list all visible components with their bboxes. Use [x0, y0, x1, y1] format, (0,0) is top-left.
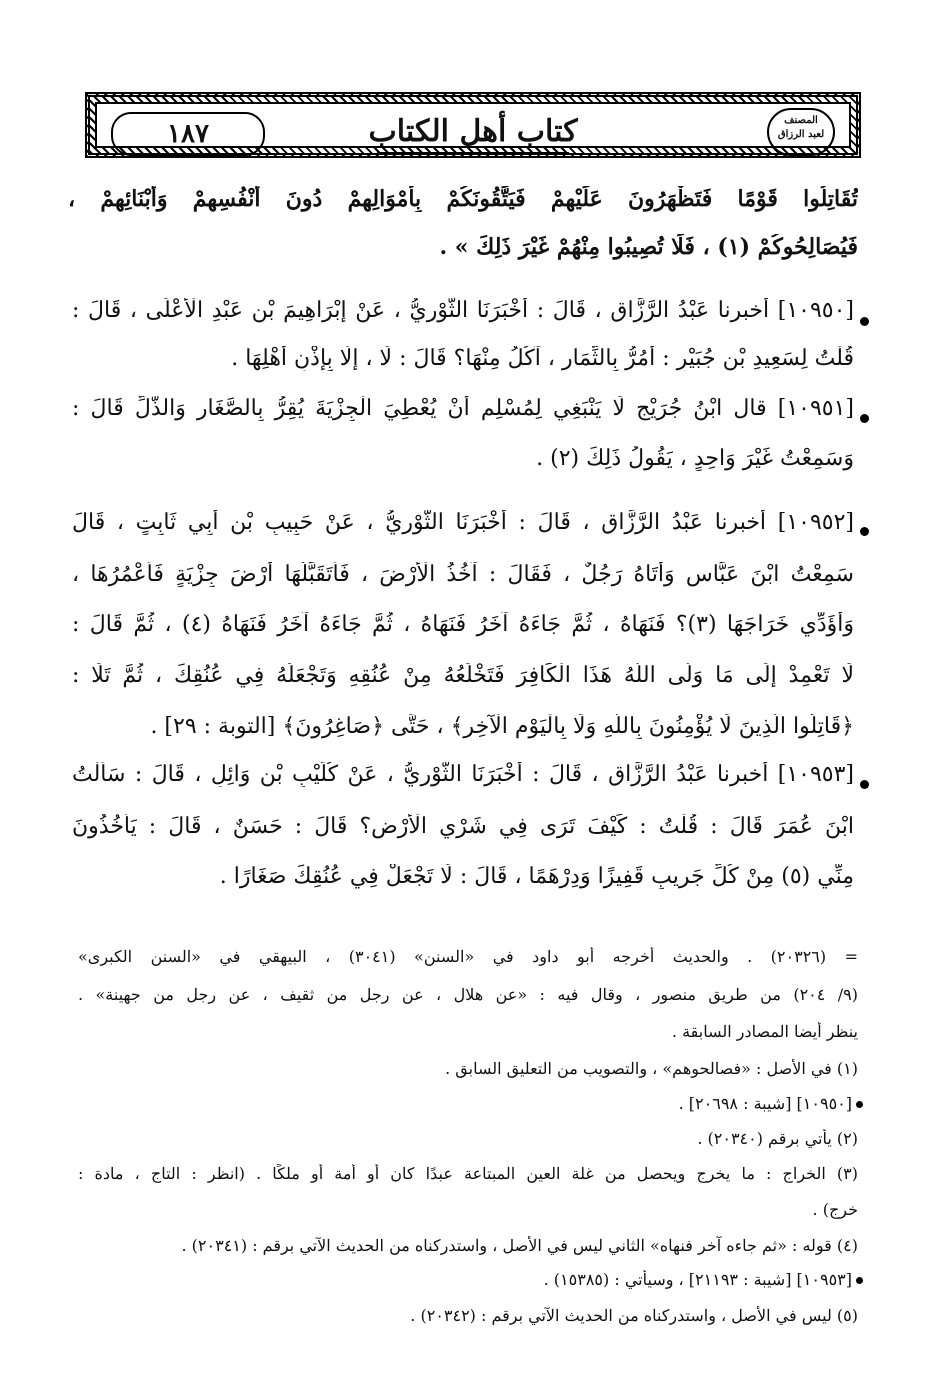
bullet-marker [860, 780, 869, 789]
footnote-continued-line-3: ينظر أيضا المصادر السابقة . [671, 1022, 858, 1041]
hadith-10950-line-1: [١٠٩٥٠] أخبرنا عَبْدُ الرَّزَّاقِ ، قَالَ : أَخْبَرَنَا الثَّوْرِيُّ ، عَنْ إِبْرَاهِيمَ بْنِ عَبْدِ الْأَعْلَى ، قَالَ : [72, 298, 854, 323]
page-header [85, 92, 861, 158]
intro-line-1: تُقَاتِلُوا قَوْمًا فَتَظْهَرُونَ عَلَيْهِمْ فَيَتَّقُونَكُمْ بِأَمْوَالِهِمْ دُونَ أَنْفُسِهِمْ وَأَبْنَائِهِمْ ، [68, 186, 858, 212]
footnote-5: (٥) ليس في الأصل ، واستدركناه من الحديث الآتي برقم : (٢٠٣٤٢) . [410, 1306, 858, 1325]
logo-line-1: المصنف [784, 115, 818, 126]
hadith-10952-line-3: وَأُؤَدِّي خَرَاجَهَا (٣)؟ فَنَهَاهُ ، ثُمَّ جَاءَهُ آخَرُ فَنَهَاهُ ، ثُمَّ جَاءَهُ آخَرُ فَنَهَاهُ (٤) ، ثُمَّ قَالَ : [72, 612, 854, 637]
hadith-10950-line-2: قُلْتُ لِسَعِيدِ بْنِ جُبَيْرٍ : أَمُرُّ بِالثِّمَارِ ، آكُلُ مِنْهَا؟ قَالَ : لَا ، إِلَّا بِإِذْنِ أَهْلِهَا . [231, 346, 854, 371]
page-number: ١٨٧ [111, 112, 265, 156]
hadith-10953-line-3: مِنِّي (٥) مِنْ كُلِّ جَرِيبٍ قَفِيزًا وَدِرْهَمًا ، قَالَ : لَا تَجْعَلْ فِي عُنُقِكَ صَغَارًا . [219, 864, 854, 889]
logo-line-2: لعبد الرزاق [777, 129, 825, 140]
hadith-10952-line-4: لَا تَعْمِدْ إِلَى مَا وَلَّى اللَّهُ هَذَا الْكَافِرَ فَتَخْلَعُهُ مِنْ عُنُقِهِ وَتَجْعَلُهُ فِي عُنُقِكَ ، ثُمَّ تَلَا : [72, 663, 854, 688]
footnote-separator [75, 922, 855, 923]
footnote-1: (١) في الأصل : «فصالحوهم» ، والتصويب من التعليق السابق . [445, 1059, 858, 1078]
hadith-10952-line-2: سَمِعْتُ ابْنَ عَبَّاسٍ وَأَتَاهُ رَجُلٌ ، فَقَالَ : آخُذُ الْأَرْضَ ، فَأَتَقَبَّلُهَا أَرْضَ جِزْيَةٍ فَأَعْمُرُهَا ، [72, 562, 854, 587]
bullet-marker [860, 527, 869, 536]
intro-line-2: فَيُصَالِحُوكُمْ (١) ، فَلَا تُصِيبُوا مِنْهُمْ غَيْرَ ذَلِكَ » . [439, 234, 858, 260]
title-underline [377, 152, 569, 154]
footnote-3-line-1: (٣) الخراج : ما يخرج ويحصل من غلة العين المبتاعة عبدًا كان أو أمة أو ملكًا . (انظر : التاج ، مادة : [78, 1164, 858, 1183]
hadith-10952-line-1: [١٠٩٥٢] أخبرنا عَبْدُ الرَّزَّاقِ ، قَالَ : أَخْبَرَنَا الثَّوْرِيُّ ، عَنْ حَبِيبِ بْنِ أَبِي ثَابِتٍ ، قَالَ [72, 510, 854, 535]
bullet-marker [856, 1101, 863, 1108]
footnote-4: (٤) قوله : «ثم جاءه آخر فنهاه» الثاني ليس في الأصل ، واستدركناه من الحديث الآتي برقم : (٢٠٣٤١) . [181, 1236, 858, 1255]
reference-10953: [١٠٩٥٣] [شيبة : ٢١١٩٣] ، وسيأتي : (١٥٣٨٥) . [543, 1270, 852, 1289]
footnote-2: (٢) يأتي برقم (٢٠٣٤٠) . [697, 1129, 858, 1148]
hadith-10951-line-1: [١٠٩٥١] قال ابْنُ جُرَيْجٍ لَا يَنْبَغِي لِمُسْلِمٍ أَنْ يُعْطِيَ الْجِزْيَةَ يُقِرُّ بِالصَّغَارِ وَالذُّلِّ قَالَ : [72, 396, 854, 421]
bullet-marker [856, 1277, 863, 1284]
chapter-title: كتاب أهل الكتاب [368, 114, 578, 149]
hadith-10953-line-1: [١٠٩٥٣] أخبرنا عَبْدُ الرَّزَّاقِ ، قَالَ : أَخْبَرَنَا الثَّوْرِيُّ ، عَنْ كُلَيْبِ بْنِ وَائِلٍ ، قَالَ : سَأَلْتُ [72, 762, 854, 787]
reference-10950: [١٠٩٥٠] [شيبة : ٢٠٦٩٨] . [678, 1094, 852, 1113]
bullet-marker [860, 317, 869, 326]
bullet-marker [860, 414, 869, 423]
footnote-3-line-2: خرج) . [812, 1200, 858, 1219]
hadith-10953-line-2: ابْنَ عُمَرَ قَالَ : قُلْتُ : كَيْفَ تَرَى فِي شَرْيِ الْأَرْضِ؟ قَالَ : حَسَنٌ ، قَالَ : يَأْخُذُونَ [72, 814, 854, 839]
header-frame [95, 102, 851, 148]
footnote-continued-line-1: = (٢٠٣٢٦) . والحديث أخرجه أبو داود في «السنن» (٣٠٤١) ، البيهقي في «السنن الكبرى» [78, 947, 858, 966]
footnote-continued-line-2: (٩/ ٢٠٤) من طريق منصور ، وقال فيه : «عن هلال ، عن رجل من ثقيف ، عن رجل من جهينة» . [78, 985, 858, 1004]
hadith-10952-line-5: ﴿قَاتِلُوا الَّذِينَ لَا يُؤْمِنُونَ بِاللَّهِ وَلَا بِالْيَوْمِ الْآخِرِ﴾ ، حَتَّى ﴿صَاغِرُونَ﴾ [التوبة : ٢٩] . [150, 714, 854, 739]
book-logo [767, 108, 835, 156]
hadith-10951-line-2: وَسَمِعْتُ غَيْرَ وَاحِدٍ ، يَقُولُ ذَلِكَ (٢) . [536, 446, 854, 471]
